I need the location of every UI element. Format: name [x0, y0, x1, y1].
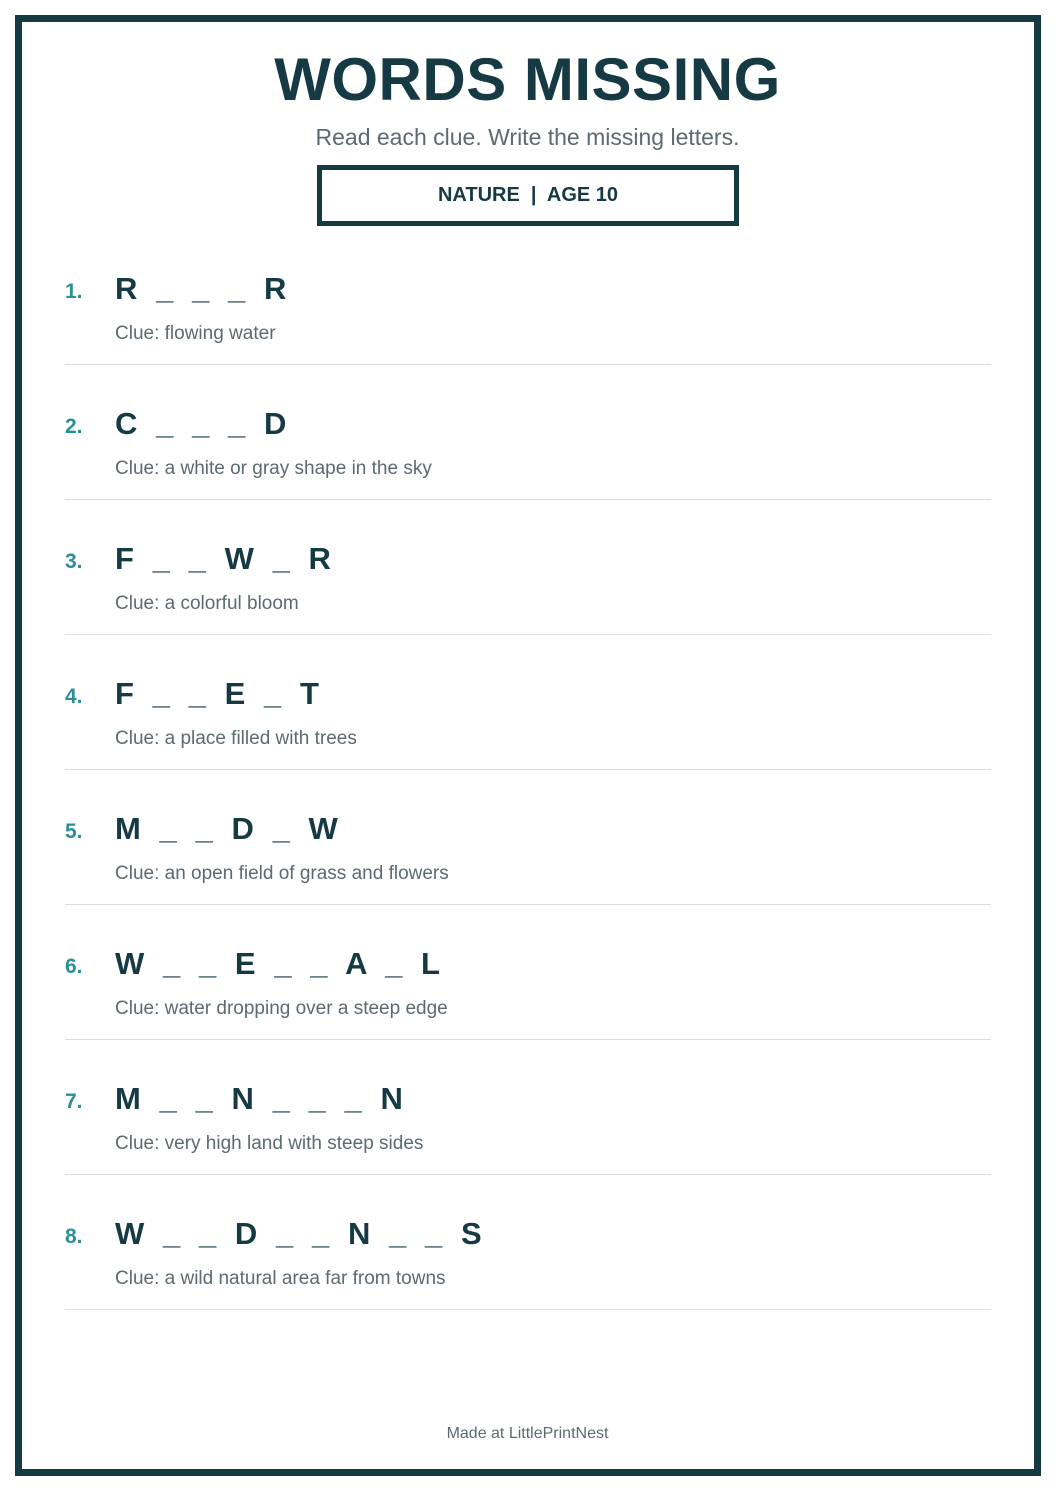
puzzle-item-7	[65, 1040, 991, 1175]
item-number: 4.	[65, 685, 83, 708]
missing-letters-word: R _ _ _ R	[115, 271, 287, 306]
missing-letters-word: W _ _ E _ _ A _ L	[115, 946, 441, 981]
puzzle-item-3	[65, 500, 991, 635]
item-clue: Clue: water dropping over a steep edge	[115, 998, 448, 1019]
puzzle-item-1	[65, 230, 991, 365]
topic-age-badge: NATURE | AGE 10	[317, 165, 739, 226]
item-number: 6.	[65, 955, 83, 978]
missing-letters-word: W _ _ D _ _ N _ _ S	[115, 1216, 483, 1251]
item-clue: Clue: a wild natural area far from towns	[115, 1268, 446, 1289]
puzzle-item-2	[65, 365, 991, 500]
item-number: 7.	[65, 1090, 83, 1113]
item-clue: Clue: a white or gray shape in the sky	[115, 458, 432, 479]
missing-letters-word: M _ _ D _ W	[115, 811, 339, 846]
worksheet-title: WORDS MISSING	[274, 46, 781, 113]
item-number: 5.	[65, 820, 83, 843]
puzzle-item-8	[65, 1175, 991, 1310]
item-number: 1.	[65, 280, 83, 303]
item-clue: Clue: a place filled with trees	[115, 728, 357, 749]
puzzle-item-5	[65, 770, 991, 905]
missing-letters-word: F _ _ W _ R	[115, 541, 332, 576]
item-clue: Clue: flowing water	[115, 323, 276, 344]
puzzle-list	[65, 230, 991, 1310]
worksheet-instructions: Read each clue. Write the missing letters.	[315, 124, 740, 150]
item-number: 3.	[65, 550, 83, 573]
item-clue: Clue: very high land with steep sides	[115, 1133, 424, 1154]
puzzle-item-6	[65, 905, 991, 1040]
puzzle-item-4	[65, 635, 991, 770]
missing-letters-word: C _ _ _ D	[115, 406, 287, 441]
item-number: 2.	[65, 415, 83, 438]
footer-credit: Made at LittlePrintNest	[446, 1425, 609, 1442]
missing-letters-word: F _ _ E _ T	[115, 676, 320, 711]
item-number: 8.	[65, 1225, 83, 1248]
missing-letters-word: M _ _ N _ _ _ N	[115, 1081, 404, 1116]
item-clue: Clue: an open field of grass and flowers	[115, 863, 449, 884]
item-clue: Clue: a colorful bloom	[115, 593, 299, 614]
